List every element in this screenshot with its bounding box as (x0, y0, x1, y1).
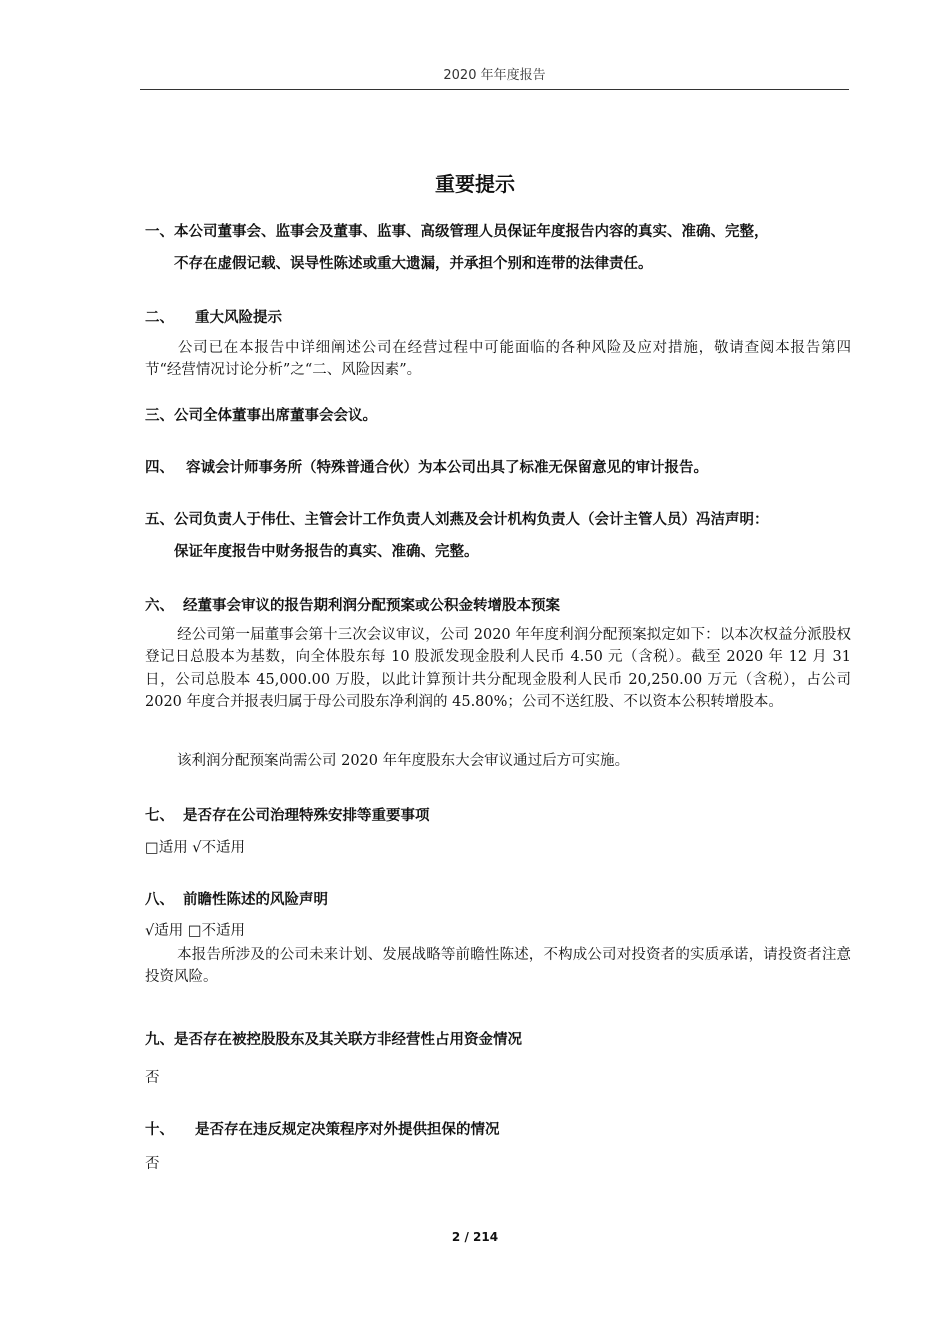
section-1-number: 一、 (145, 224, 174, 240)
section-7-options: □适用 √不适用 (145, 840, 246, 856)
section-8-options: √适用 □不适用 (145, 923, 246, 939)
page-number: 2 / 214 (451, 1230, 499, 1244)
section-5-title: 公司负责人于伟仕、主管会计工作负责人刘燕及会计机构负责人（会计主管人员）冯洁声明： (174, 512, 769, 528)
section-7-number: 七、 (145, 808, 174, 824)
page-title: 重要提示 (435, 172, 515, 196)
section-8-body: 本报告所涉及的公司未来计划、发展战略等前瞻性陈述，不构成公司对投资者的实质承诺，请投资者注意投资风险。 (145, 947, 851, 986)
section-1-heading (145, 220, 769, 241)
section-6-note: 该利润分配预案尚需公司 2020 年年度股东大会审议通过后方可实施。 (177, 753, 630, 769)
section-7-title: 是否存在公司治理特殊安排等重要事项 (183, 808, 430, 824)
section-10-answer: 否 (145, 1156, 160, 1172)
section-5-number: 五、 (145, 512, 174, 528)
section-5-continuation: 保证年度报告中财务报告的真实、准确、完整。 (174, 544, 479, 560)
section-2-heading (145, 306, 282, 327)
section-4-title: 容诚会计师事务所（特殊普通合伙）为本公司出具了标准无保留意见的审计报告。 (186, 460, 708, 476)
section-4-number: 四、 (145, 460, 174, 476)
section-2-body: 公司已在本报告中详细阐述公司在经营过程中可能面临的各种风险及应对措施，敬请查阅本报告第四节“经营情况讨论分析”之“二、风险因素”。 (145, 340, 851, 379)
section-2-number: 二、 (145, 310, 174, 326)
section-3-title: 公司全体董事出席董事会会议。 (174, 408, 377, 424)
section-6-heading (145, 594, 560, 615)
section-8-title: 前瞻性陈述的风险声明 (183, 892, 328, 908)
section-6-title: 经董事会审议的报告期利润分配预案或公积金转增股本预案 (183, 598, 560, 614)
section-8-number: 八、 (145, 892, 174, 908)
section-8-heading (145, 888, 328, 909)
section-5-heading (145, 508, 769, 529)
section-4-heading (145, 456, 708, 477)
section-10-heading (145, 1118, 500, 1139)
section-10-title: 是否存在违反规定决策程序对外提供担保的情况 (195, 1122, 500, 1138)
section-10-number: 十、 (145, 1122, 174, 1138)
section-6-body: 经公司第一届董事会第十三次会议审议，公司 2020 年年度利润分配预案拟定如下：以本次权益分派股权登记日总股本为基数，向全体股东每 10 股派发现金股利人民币 4.50 元（含税）。截至 2020 年 12 月 31 日，公司总股本 45,000.00 万股，以此计算预计共分配现金股利人民币 20,250.00 万元（含税），占公司 2020 年度合并报表归属于母公司股东净利润的 45.80%；公司不送红股、不以资本公积转增股本。 (145, 627, 851, 711)
section-3-heading (145, 404, 377, 425)
section-9-answer: 否 (145, 1070, 160, 1086)
section-7-heading (145, 804, 430, 825)
section-9-number: 九、 (145, 1032, 174, 1048)
section-9-heading (145, 1028, 522, 1049)
section-1-title: 本公司董事会、监事会及董事、监事、高级管理人员保证年度报告内容的真实、准确、完整， (174, 224, 769, 240)
section-2-title: 重大风险提示 (195, 310, 282, 326)
page-header: 2020 年年度报告 (140, 64, 849, 90)
section-6-number: 六、 (145, 598, 174, 614)
section-9-title: 是否存在被控股股东及其关联方非经营性占用资金情况 (174, 1032, 522, 1048)
section-1-continuation: 不存在虚假记载、误导性陈述或重大遗漏，并承担个别和连带的法律责任。 (174, 256, 653, 272)
section-3-number: 三、 (145, 408, 174, 424)
